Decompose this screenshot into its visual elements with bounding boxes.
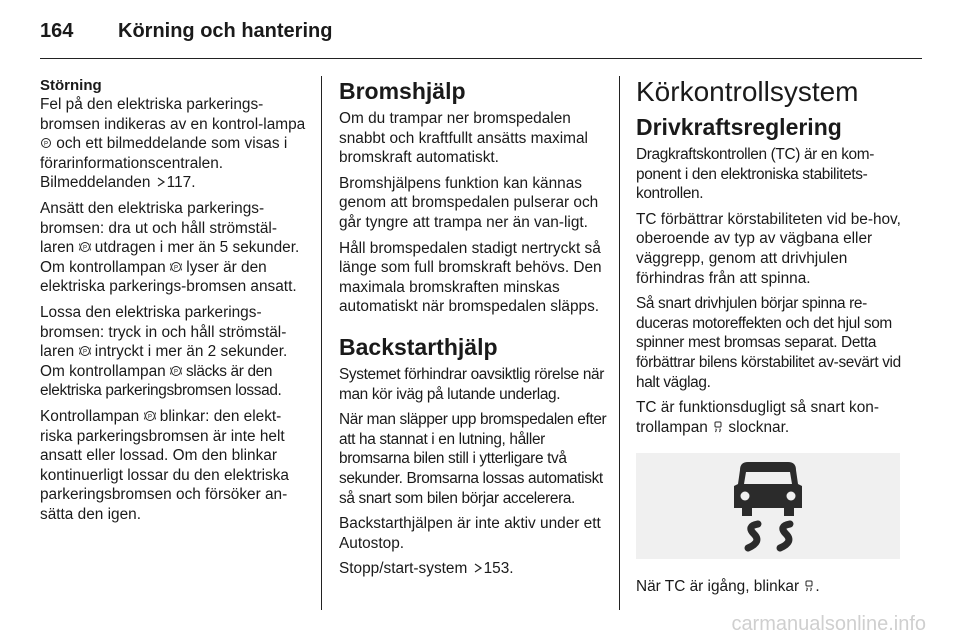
column-divider-1	[321, 76, 322, 610]
text: Kontrollampan	[40, 407, 144, 425]
text: intryckt i mer än 2 sekunder. Om kontrollampan	[40, 343, 288, 380]
text: När TC är igång, blinkar	[636, 578, 804, 596]
paragraph: Så snart drivhjulen börjar spinna re-duceras motoreffekten och det hjul som spinner mest bromsas separat. Detta förbättrar bilens körstabilitet av-sevärt vid halt väglag.	[636, 295, 901, 391]
page-number: 164	[40, 20, 74, 42]
paragraph	[40, 95, 308, 193]
paragraph	[40, 303, 308, 401]
text: utdragen i mer än 5 sekunder. Om kontrollampan	[40, 239, 300, 276]
svg-text:P: P	[174, 369, 179, 376]
traction-control-icon	[718, 458, 818, 554]
svg-text:P: P	[43, 141, 49, 148]
svg-text:P: P	[82, 245, 87, 252]
paragraph: TC förbättrar körstabiliteten vid be-hov, oberoende av typ av vägbana eller väggrepp, genom att drivhjulen förhindras från att spinna.	[636, 210, 901, 287]
paragraph: Dragkraftskontrollen (TC) är en kom-ponent i den elektroniska stabilitets-kontrollen.	[636, 146, 874, 203]
parking-brake-icon	[144, 410, 156, 422]
parking-brake-icon	[79, 345, 91, 357]
paragraph	[636, 577, 906, 597]
parking-brake-icon	[170, 261, 182, 273]
paragraph: När man släpper upp bromspedalen efter att ha stannat i en lutning, håller bromsarna bilen still i ytterligare två sekunder. Bromsarna lossas automatiskt så snart som bilen börjar accelerera.	[339, 411, 607, 507]
paragraph: Backstarthjälpen är inte aktiv under ett Autostop.	[339, 515, 601, 552]
page-reference: 117.	[166, 174, 196, 192]
paragraph: Håll bromspedalen stadigt nertryckt så länge som full bromskraft behövs. Den maximala bromskraften minskas automatiskt när bromspedalen släpps.	[339, 239, 602, 316]
traction-control-icon	[712, 421, 724, 433]
paragraph: Bromshjälpens funktion kan kännas genom att bromspedalen pulserar och går tyngre att trampa ner än van-ligt.	[339, 174, 599, 231]
page-reference: 153.	[483, 560, 514, 578]
watermark: carmanualsonline.info	[731, 613, 926, 635]
paragraph: Systemet förhindrar oavsiktlig rörelse när man kör iväg på lutande underlag.	[339, 365, 605, 403]
reference-arrow-icon	[155, 176, 167, 188]
paragraph	[636, 398, 906, 437]
text: Fel på den elektriska parkerings-bromsen indikeras av en kontrol-lampa	[40, 96, 306, 133]
header-rule	[40, 58, 922, 59]
page-title: Körning och hantering	[118, 20, 333, 42]
section-heading-backstarthjalp: Backstarthjälp	[339, 333, 498, 360]
chapter-heading-korkontrollsystem: Körkontrollsystem	[636, 76, 859, 107]
text: .	[815, 578, 820, 596]
text: TC är funktionsdugligt så snart kon-trollampan	[636, 399, 879, 436]
traction-control-icon	[803, 580, 815, 592]
text: Lossa den elektriska parkerings-bromsen: tryck in och håll strömstäl-laren	[40, 303, 287, 361]
column-1	[40, 76, 308, 530]
paragraph: Om du trampar ner bromspedalen snabbt och kraftfullt ansätts maximal bromskraft automatiskt.	[339, 110, 588, 167]
section-heading-storning: Störning	[40, 77, 102, 94]
paragraph	[40, 199, 308, 297]
parking-brake-icon	[170, 365, 182, 377]
paragraph	[40, 407, 308, 525]
text: Stopp/start-system	[339, 560, 472, 578]
section-heading-drivkraftsreglering: Drivkraftsreglering	[636, 114, 842, 140]
column-3	[636, 77, 906, 603]
parking-brake-fault-icon	[40, 137, 52, 149]
text: blinkar: den elekt-riska parkeringsbromsen är inte helt ansatt eller lossad. Om den blinkar kontinuerligt lossar du den elektriska parkeringsbromsen och försöker an-sätta den igen.	[40, 407, 289, 523]
traction-control-illustration	[636, 453, 900, 559]
svg-text:P: P	[174, 265, 179, 272]
svg-text:P: P	[147, 414, 152, 421]
text: Ansätt den elektriska parkerings-bromsen: dra ut och håll strömstäl-laren	[40, 199, 277, 257]
text: lyser är den elektriska parkerings-bromsen ansatt.	[40, 258, 297, 296]
column-divider-2	[619, 76, 620, 610]
reference-arrow-icon	[472, 562, 484, 574]
section-heading-bromshjalp: Bromshjälp	[339, 78, 466, 104]
text: och ett bilmeddelande som visas i förarinformationscentralen. Bilmeddelanden	[40, 135, 288, 192]
page-header	[40, 20, 332, 50]
column-2	[339, 77, 607, 585]
svg-text:P: P	[82, 349, 87, 356]
text: släcks är den elektriska parkeringsbromsen lossad.	[40, 362, 282, 400]
parking-brake-icon	[79, 241, 91, 253]
text: slocknar.	[724, 418, 790, 436]
paragraph	[339, 559, 607, 579]
